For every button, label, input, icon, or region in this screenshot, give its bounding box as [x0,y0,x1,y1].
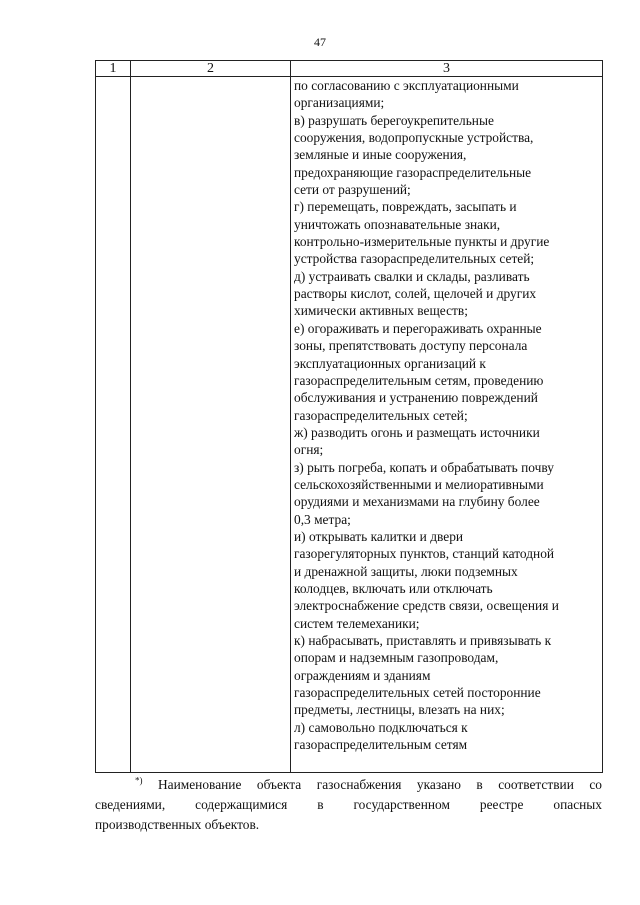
text-line: сельскохозяйственными и мелиоративными [294,476,544,492]
footnote [95,775,602,835]
restrictions-text [291,77,602,753]
footnote-marker: *) [135,775,143,786]
text-line: колодцев, включать или отключать [294,580,493,596]
text-line: организациями; [294,95,385,111]
text-line: контрольно-измерительные пункты и другие [294,234,550,250]
text-line: з) рыть погреба, копать и обрабатывать почву [294,459,554,475]
text-line: л) самовольно подключаться к [294,719,468,735]
footnote-line-2: сведениями, содержащимися в государственном реестре опасных [95,797,602,812]
text-line: газораспределительных сетей; [294,407,468,423]
text-line: и) открывать калитки и двери [294,528,464,544]
text-line: ж) разводить огонь и размещать источники [294,424,540,440]
text-line: и дренажной защиты, люки подземных [294,563,518,579]
text-line: уничтожать опознавательные знаки, [294,216,501,232]
text-line: зоны, препятствовать доступу персонала [294,338,528,354]
text-line: в) разрушать берегоукрепительные [294,112,494,128]
text-line: по согласованию с эксплуатационными [294,78,519,93]
text-line: орудиями и механизмами на глубину более [294,494,540,510]
page-number: 47 [314,35,326,49]
text-line: предохраняющие газораспределительные [294,164,532,180]
footnote-line-3: производственных объектов. [95,817,260,832]
text-line: д) устраивать свалки и склады, разливать [294,268,530,284]
text-line: огня; [294,442,324,458]
text-line: газораспределительных сетей посторонние [294,685,541,701]
text-line: опорам и надземным газопроводам, [294,650,499,666]
text-line: химически активных веществ; [294,303,468,319]
text-line: к) набрасывать, приставлять и привязывать к [294,633,552,648]
footnote-line-1 [95,775,602,795]
text-line: газорегуляторных пунктов, станций катодной [294,546,555,562]
text-line: сооружения, водопропускные устройства, [294,130,534,146]
text-line: газораспределительным сетям [294,737,468,753]
table-cell-column-1 [96,77,131,773]
text-line: ограждениям и зданиям [294,667,431,683]
text-line: предметы, лестницы, влезать на них; [294,702,505,718]
text-line: г) перемещать, повреждать, засыпать и [294,199,517,215]
text-line: систем телемеханики; [294,615,420,631]
table-cell-column-2 [131,77,291,773]
text-line: сети от разрушений; [294,182,411,198]
table-cell-column-3 [291,77,603,773]
text-line: электроснабжение средств связи, освещения и [294,598,559,614]
text-line: устройства газораспределительных сетей; [294,251,535,267]
column-header-3: 3 [291,61,603,77]
table-header-row [96,61,603,77]
requirements-table [95,60,603,773]
table-row [96,77,603,773]
text-line: эксплуатационных организаций к [294,355,486,371]
text-line: растворы кислот, солей, щелочей и других [294,286,537,302]
text-line: 0,3 метра; [294,511,351,527]
text-line: газораспределительным сетям, проведению [294,372,544,388]
column-header-2: 2 [131,61,291,77]
text-line: земляные и иные сооружения, [294,147,467,163]
text-line: обслуживания и устранению повреждений [294,390,538,406]
footnote-text-1: Наименование объекта газоснабжения указано в соответствии со [157,777,602,792]
text-line: е) огораживать и перегораживать охранные [294,320,542,336]
column-header-1: 1 [96,61,131,77]
